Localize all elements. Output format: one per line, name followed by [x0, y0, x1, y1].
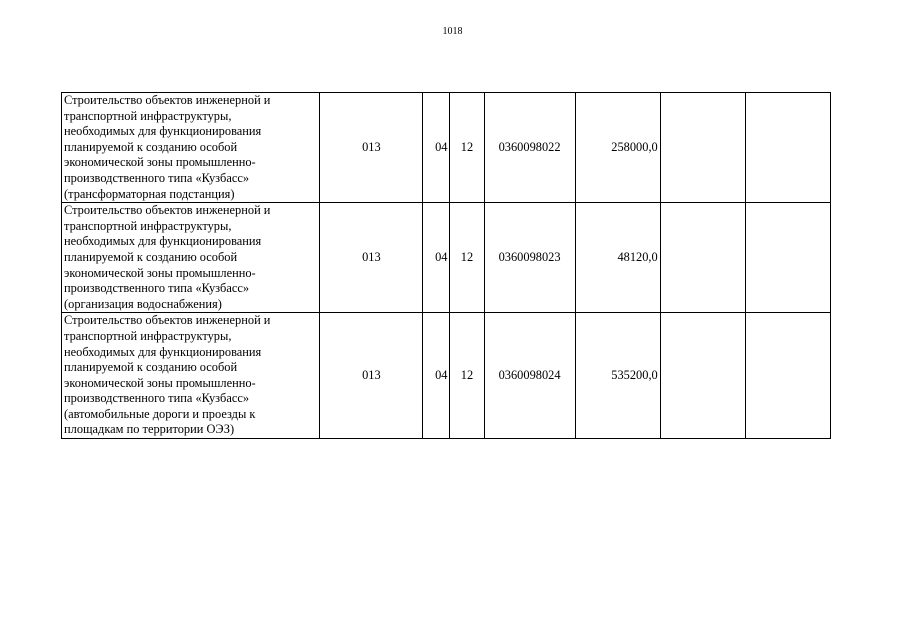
item-name-line: Строительство объектов инженерной и — [64, 93, 271, 107]
item-name-line: Строительство объектов инженерной и — [64, 203, 271, 218]
cell-target-article: 0360098022 — [484, 93, 575, 203]
cell-empty — [660, 93, 745, 203]
item-name-line: (автомобильные дороги и проезды к — [64, 406, 256, 421]
table-row — [62, 203, 831, 313]
item-name-line: экономической зоны промышленно- — [64, 155, 256, 170]
item-name-line: транспортной инфраструктуры, — [64, 108, 232, 123]
item-name-line: (трансформаторная подстанция) — [64, 186, 235, 201]
cell-empty — [660, 313, 745, 439]
item-name-line: (организация водоснабжения) — [64, 296, 222, 311]
cell-amount: 48120,0 — [575, 203, 660, 313]
item-name-line: экономической зоны промышленно- — [64, 265, 256, 280]
table-row — [62, 93, 831, 203]
cell-amount: 535200,0 — [575, 313, 660, 439]
item-name-line: транспортной инфраструктуры, — [64, 218, 232, 233]
cell-empty — [745, 313, 830, 439]
item-name-line: необходимых для функционирования — [64, 234, 262, 249]
budget-table — [61, 92, 831, 439]
item-name-line: производственного типа «Кузбасс» — [64, 281, 250, 296]
cell-amount: 258000,0 — [575, 93, 660, 203]
page-number: 1018 — [442, 26, 463, 37]
item-name-line: планируемой к созданию особой — [64, 139, 238, 154]
table-row — [62, 313, 831, 439]
item-name-line: производственного типа «Кузбасс» — [64, 391, 250, 406]
item-name-line: необходимых для функционирования — [64, 344, 262, 359]
cell-section-code: 04 — [423, 203, 450, 313]
cell-ministry-code: 013 — [320, 313, 423, 439]
cell-subsection-code: 12 — [450, 93, 484, 203]
item-name-line: транспортной инфраструктуры, — [64, 328, 232, 343]
item-name-line: Строительство объектов инженерной и — [64, 313, 271, 328]
cell-section-code: 04 — [423, 93, 450, 203]
cell-subsection-code: 12 — [450, 313, 484, 439]
item-name-line: необходимых для функционирования — [64, 124, 262, 139]
item-name-line: площадкам по территории ОЭЗ) — [64, 422, 235, 437]
cell-item-name — [62, 93, 320, 203]
cell-section-code: 04 — [423, 313, 450, 439]
cell-subsection-code: 12 — [450, 203, 484, 313]
item-name-line: производственного типа «Кузбасс» — [64, 170, 250, 185]
cell-target-article: 0360098024 — [484, 313, 575, 439]
cell-ministry-code: 013 — [320, 203, 423, 313]
item-name-line: планируемой к созданию особой — [64, 249, 238, 264]
cell-item-name — [62, 313, 320, 439]
cell-target-article: 0360098023 — [484, 203, 575, 313]
cell-empty — [745, 203, 830, 313]
budget-table-body — [62, 93, 831, 439]
cell-ministry-code: 013 — [320, 93, 423, 203]
cell-empty — [660, 203, 745, 313]
cell-empty — [745, 93, 830, 203]
cell-item-name — [62, 203, 320, 313]
item-name-line: планируемой к созданию особой — [64, 360, 238, 375]
item-name-line: экономической зоны промышленно- — [64, 375, 256, 390]
